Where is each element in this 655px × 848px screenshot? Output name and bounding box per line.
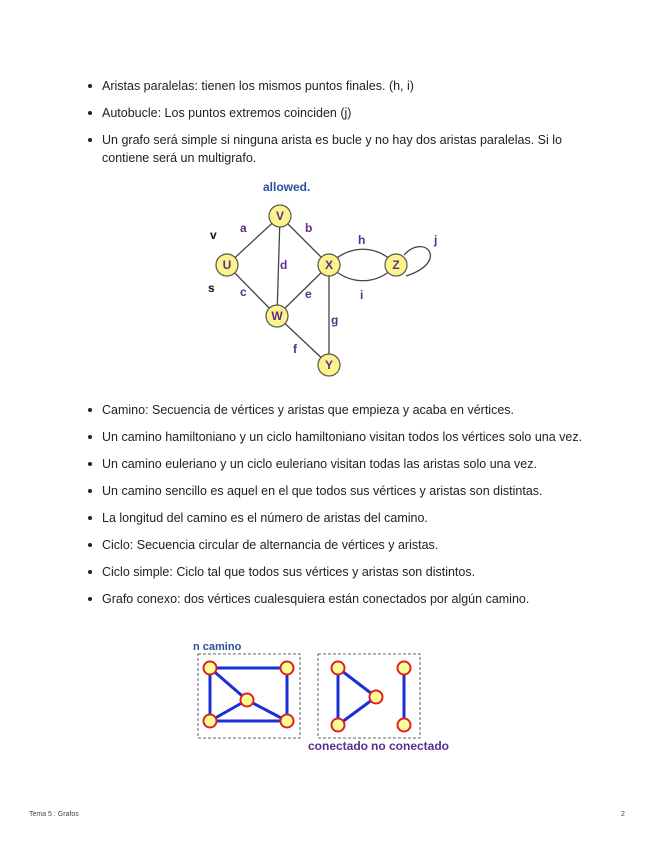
list-item: Aristas paralelas: tienen los mismos puntos finales. (h, i) xyxy=(88,77,588,95)
disc-node xyxy=(332,719,345,732)
list-item: Un grafo será simple si ninguna arista es bucle y no hay dos aristas paralelas. Si lo contiene será un multigrafo. xyxy=(88,131,588,167)
left-fragment-bottom: s xyxy=(208,281,215,295)
disc-node xyxy=(398,662,411,675)
list-item: Grafo conexo: dos vértices cualesquiera están conectados por algún camino. xyxy=(88,590,588,608)
list-item: Autobucle: Los puntos extremos coinciden (j) xyxy=(88,104,588,122)
edge-label-c: c xyxy=(240,285,247,299)
disc-node xyxy=(398,719,411,732)
edge-label-i: i xyxy=(360,288,364,302)
conn-node xyxy=(281,715,294,728)
list-item: Camino: Secuencia de vértices y aristas que empieza y acaba en vértices. xyxy=(88,401,588,419)
list-item: Un camino sencillo es aquel en el que todos sus vértices y aristas son distintas. xyxy=(88,482,588,500)
figure-top-fragment: n camino xyxy=(193,641,242,653)
conn-node xyxy=(241,694,254,707)
bullet-list-2 xyxy=(88,401,588,617)
footer-title: Tema 5 : Grafos xyxy=(29,811,79,818)
list-item: Ciclo simple: Ciclo tal que todos sus vértices y aristas son distintos. xyxy=(88,563,588,581)
disc-node xyxy=(332,662,345,675)
vertex-label-Y: Y xyxy=(324,358,334,372)
list-item: Un camino hamiltoniano y un ciclo hamiltoniano visitan todos los vértices solo una vez. xyxy=(88,428,588,446)
vertex-label-V: V xyxy=(275,209,285,223)
vertex-label-Z: Z xyxy=(392,258,400,272)
page-number: 2 xyxy=(621,811,625,818)
edge-label-h: h xyxy=(358,233,366,247)
edge-label-d: d xyxy=(280,258,288,272)
list-item: Un camino euleriano y un ciclo euleriano visitan todas las aristas solo una vez. xyxy=(88,455,588,473)
figure-caption-fragment: allowed. xyxy=(263,180,311,194)
label-not-connected: no conectado xyxy=(371,739,450,753)
conn-node xyxy=(204,715,217,728)
edge-label-j: j xyxy=(434,233,438,247)
edge-label-e: e xyxy=(305,287,312,301)
vertex-label-U: U xyxy=(222,258,232,272)
edge-label-b: b xyxy=(305,221,313,235)
list-item: La longitud del camino es el número de aristas del camino. xyxy=(88,509,588,527)
disc-node xyxy=(370,691,383,704)
edge-label-g: g xyxy=(331,313,339,327)
conn-node xyxy=(204,662,217,675)
vertex-label-W: W xyxy=(271,309,283,323)
edge-label-a: a xyxy=(240,221,247,235)
edge-label-f: f xyxy=(293,342,297,356)
conn-node xyxy=(281,662,294,675)
edge-j xyxy=(404,247,430,276)
left-fragment-top: v xyxy=(210,228,217,242)
label-connected: conectado xyxy=(308,739,369,753)
list-item: Ciclo: Secuencia circular de alternancia de vértices y aristas. xyxy=(88,536,588,554)
vertex-label-X: X xyxy=(324,258,334,272)
